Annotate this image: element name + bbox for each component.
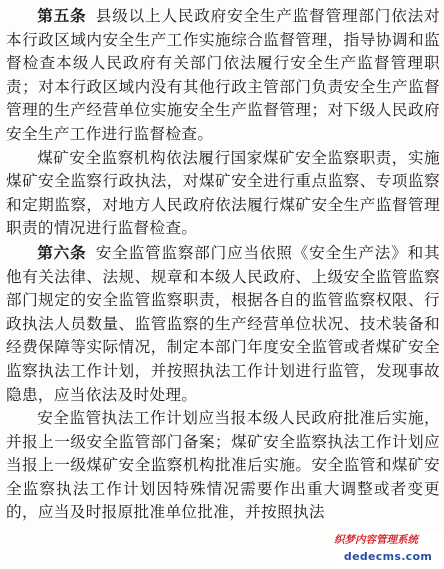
article-text: 安全监管执法工作计划应当报本级人民政府批准后实施，并报上一级安全监管部门备案；煤矿安全监察执法工作计划应当报上一级煤矿安全监察机构批准后实施。安全监管和煤矿安全监察执法工作计划因特殊情况需要作出重大调整或者变更的，应当及时报原批准单位批准，并按照执法 [6, 409, 440, 522]
article-text: 县级以上人民政府安全生产监督管理部门依法对本行政区域内安全生产工作实施综合监督管理，指导协调和监督检查本级人民政府有关部门依法履行安全生产监督管理职责；对本行政区域内没有其他行政主管部门负责安全生产监督管理的生产经营单位实施安全生产监督管理；对下级人民政府安全生产工作进行监督检查。 [6, 7, 440, 143]
watermark-domain: dedecms.com [343, 550, 433, 563]
article-6-paragraph [6, 241, 440, 407]
article-label: 第五条 [37, 6, 87, 25]
coal-mine-paragraph [6, 147, 440, 241]
article-text: 安全监管监察部门应当依照《安全生产法》和其他有关法律、法规、规章和本级人民政府、上级安全监管监察部门规定的安全监管监察职责，根据各自的监管监察权限、行政执法人员数量、监管监察的生产经营单位状况、技术装备和经费保障等实际情况，制定本部门年度安全监管或者煤矿安全监察执法工作计划，并按照执法工作计划进行监管，发现事故隐患，应当依法及时处理。 [6, 243, 440, 404]
article-label: 第六条 [37, 242, 87, 262]
watermark-title: 织梦内容管理系统 [334, 534, 418, 546]
document-body [6, 4, 440, 525]
watermark-logo [334, 532, 442, 568]
work-plan-paragraph [6, 407, 440, 525]
article-5-paragraph [6, 4, 440, 147]
article-text: 煤矿安全监察机构依法履行国家煤矿安全监察职责，实施煤矿安全监察行政执法，对煤矿安全进行重点监察、专项监察和定期监察，对地方人民政府依法履行煤矿安全生产监督管理职责的情况进行监督检查。 [6, 148, 440, 238]
